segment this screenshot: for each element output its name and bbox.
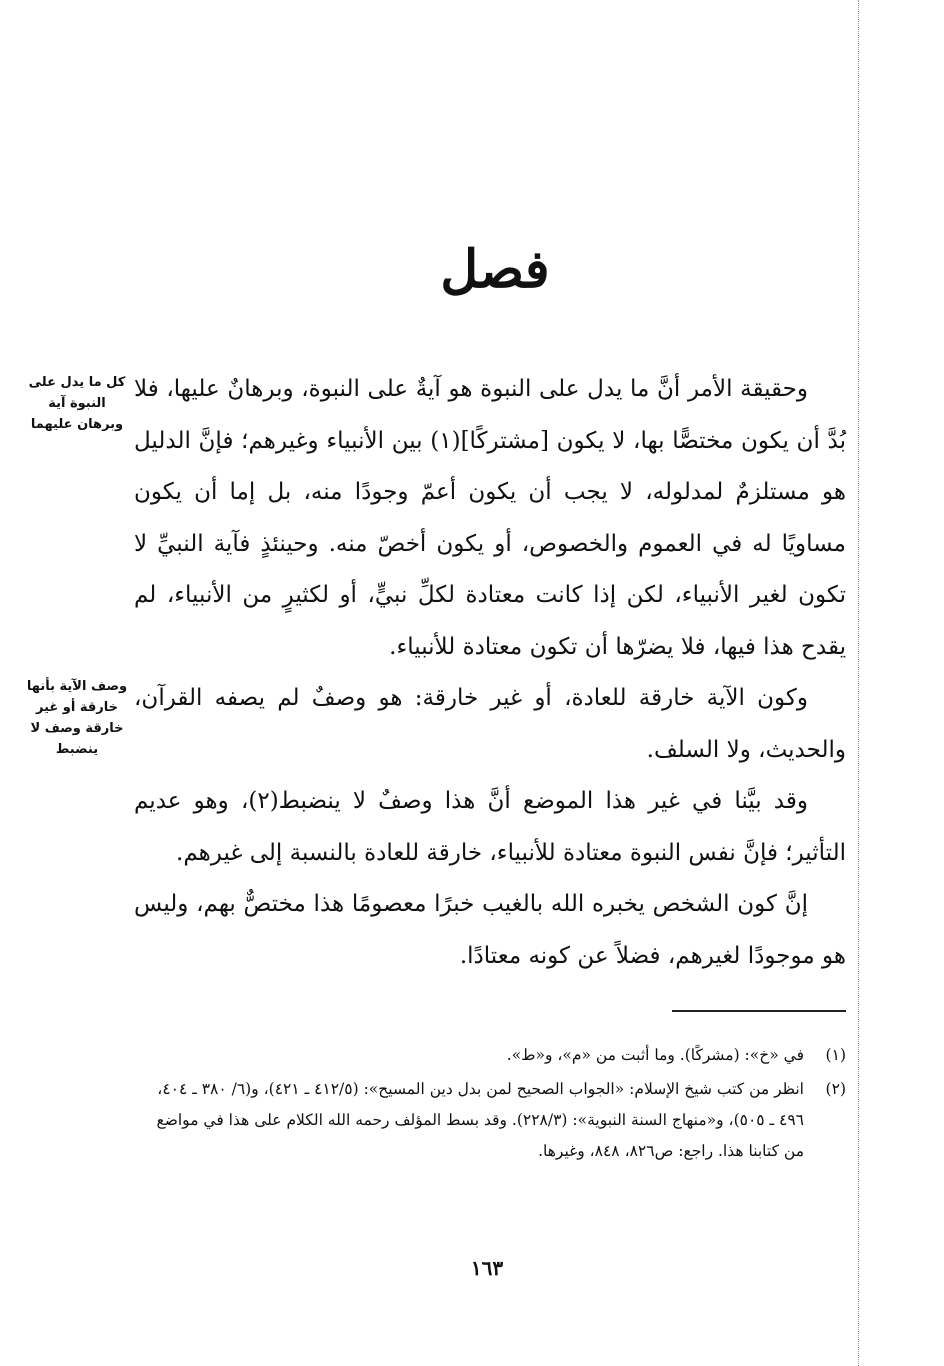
section-heading: فصل [440,238,550,300]
paragraph-1: وحقيقة الأمر أنَّ ما يدل على النبوة هو آيةٌ على النبوة، وبرهانٌ عليها، فلا بُدَّ أن يكون مختصًّا بها، لا يكون [مشتركًا](١) بين الأنبياء وغيرهم؛ فإنَّ الدليل هو مستلزمٌ لمدلوله، لا يجب أن يكون أعمّ وجودًا منه، بل إما أن يكون مساويًا له في العموم والخصوص، أو يكون أخصّ منه. وحينئذٍ فآية النبيِّ لا تكون لغير الأنبياء، لكن إذا كانت معتادة لكلِّ نبيٍّ، أو لكثيرٍ من الأنبياء، لم يقدح هذا فيها، فلا يضرّها أن تكون معتادة للأنبياء. [134,376,847,660]
main-body-text [134,364,846,982]
footnote-1-text: في «خ»: (مشركًا). وما أثبت من «م»، و«ط». [506,1046,804,1064]
footnote-separator [672,1010,846,1012]
footnote-2-number: (٢) [825,1080,846,1098]
footnote-2 [140,1074,846,1167]
margin-note-2: وصف الآية بأنها خارقة أو غير خارقة وصف لا ينضبط [26,679,128,757]
paragraph-4: إنَّ كون الشخص يخبره الله بالغيب خبرًا معصومًا هذا مختصٌّ بهم، وليس هو موجودًا لغيرهم، فضلاً عن كونه معتادًا. [134,891,846,969]
footnote-2-text: انظر من كتب شيخ الإسلام: «الجواب الصحيح لمن بدل دين المسيح»: (٤١٢/٥ ـ ٤٢١)، و(٦/ ٣٨٠ ـ ٤٠٤، ٤٩٦ ـ ٥٠٥)، و«منهاج السنة النبوية»: (٢٢٨/٣). وقد بسط المؤلف رحمه الله الكلام على هذا في مواضع من كتابنا هذا. راجع: ص٨٢٦، ٨٤٨، وغيرها. [156,1080,804,1160]
margin-note-1: كل ما يدل على النبوة آية وبرهان عليهما [28,375,126,432]
footnote-1-number: (١) [825,1046,846,1064]
footnote-1 [140,1040,846,1071]
page-number: ١٦٣ [470,1256,504,1280]
page-edge-dotted-line [858,0,859,1366]
paragraph-2: وكون الآية خارقة للعادة، أو غير خارقة: هو وصفٌ لم يصفه القرآن، والحديث، ولا السلف. [134,685,846,763]
paragraph-3: وقد بيَّنا في غير هذا الموضع أنَّ هذا وصفٌ لا ينضبط(٢)، وهو عديم التأثير؛ فإنَّ نفس النبوة معتادة للأنبياء، خارقة للعادة بالنسبة إلى غيرهم. [134,788,846,866]
footnotes [140,1040,846,1170]
